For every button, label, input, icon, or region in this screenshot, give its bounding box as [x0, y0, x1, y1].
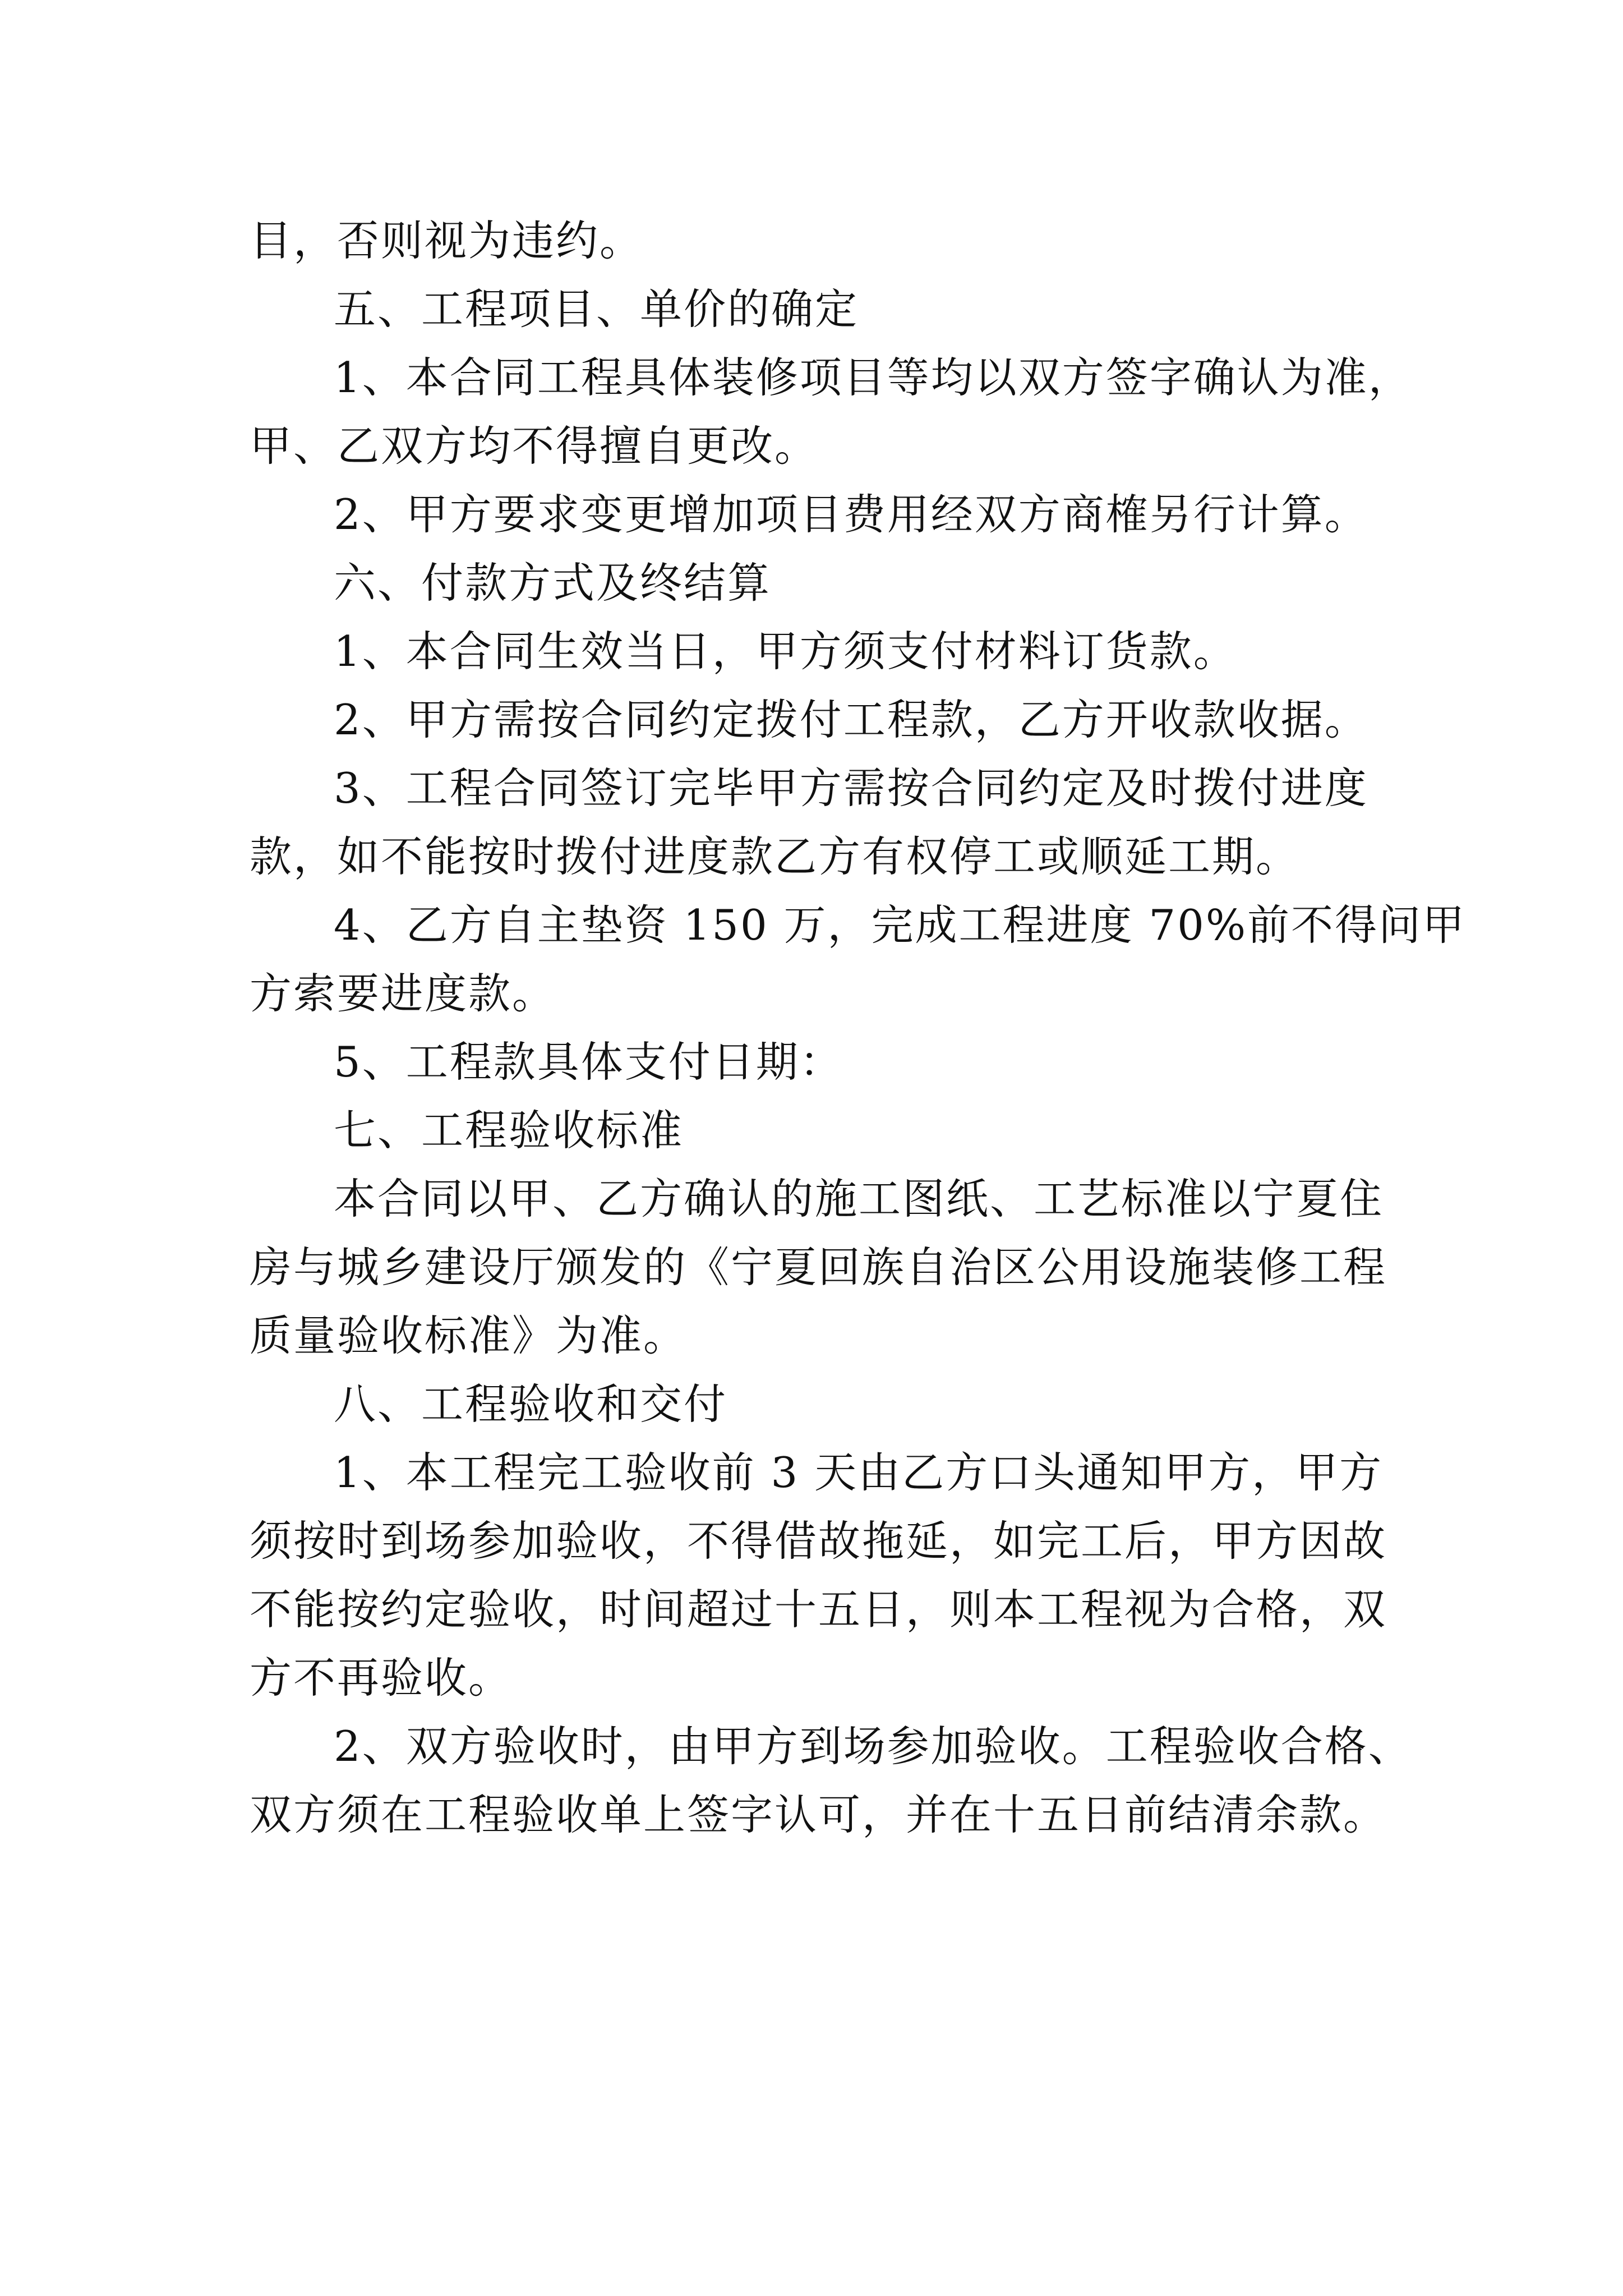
text-line-8: 2、甲方需按合同约定拨付工程款，乙方开收款收据。: [334, 695, 1368, 744]
text-line-23: 2、双方验收时，由甲方到场参加验收。工程验收合格、: [334, 1722, 1412, 1771]
text-line-12: 方索要进度款。: [250, 969, 556, 1018]
text-line-13: 5、工程款具体支付日期：: [334, 1037, 843, 1087]
section-heading-8: 八、工程验收和交付: [334, 1379, 728, 1429]
text-line-1: 目，否则视为违约。: [250, 216, 644, 265]
contract-text-body: [250, 206, 1467, 1849]
text-line-15: 本合同以甲、乙方确认的施工图纸、工艺标准以宁夏住: [334, 1174, 1384, 1223]
section-heading-7: 七、工程验收标准: [334, 1106, 684, 1155]
text-line-4: 甲、乙双方均不得擅自更改。: [250, 421, 819, 471]
text-line-17: 质量验收标准》为准。: [250, 1311, 688, 1360]
text-line-16: 房与城乡建设厅颁发的《宁夏回族自治区公用设施装修工程: [250, 1243, 1387, 1292]
text-line-3: 1、本合同工程具体装修项目等均以双方签字确认为准，: [334, 353, 1412, 402]
section-heading-6: 六、付款方式及终结算: [334, 558, 772, 608]
text-line-19: 1、本工程完工验收前 3 天由乙方口头通知甲方，甲方: [334, 1448, 1384, 1497]
section-heading-5: 五、工程项目、单价的确定: [334, 284, 859, 334]
text-line-7: 1、本合同生效当日，甲方须支付材料订货款。: [334, 627, 1237, 676]
text-line-24: 双方须在工程验收单上签字认可，并在十五日前结清余款。: [250, 1790, 1387, 1839]
text-line-10: 款，如不能按时拨付进度款乙方有权停工或顺延工期。: [250, 832, 1300, 881]
text-line-21: 不能按约定验收，时间超过十五日，则本工程视为合格，双: [250, 1585, 1387, 1634]
text-line-11: 4、乙方自主垫资 150 万，完成工程进度 70%前不得问甲: [334, 900, 1467, 950]
text-line-5: 2、甲方要求变更增加项目费用经双方商榷另行计算。: [334, 490, 1368, 539]
text-line-9: 3、工程合同签订完毕甲方需按合同约定及时拨付进度: [334, 763, 1368, 813]
text-line-20: 须按时到场参加验收，不得借故拖延，如完工后，甲方因故: [250, 1516, 1387, 1566]
text-line-22: 方不再验收。: [250, 1653, 513, 1703]
